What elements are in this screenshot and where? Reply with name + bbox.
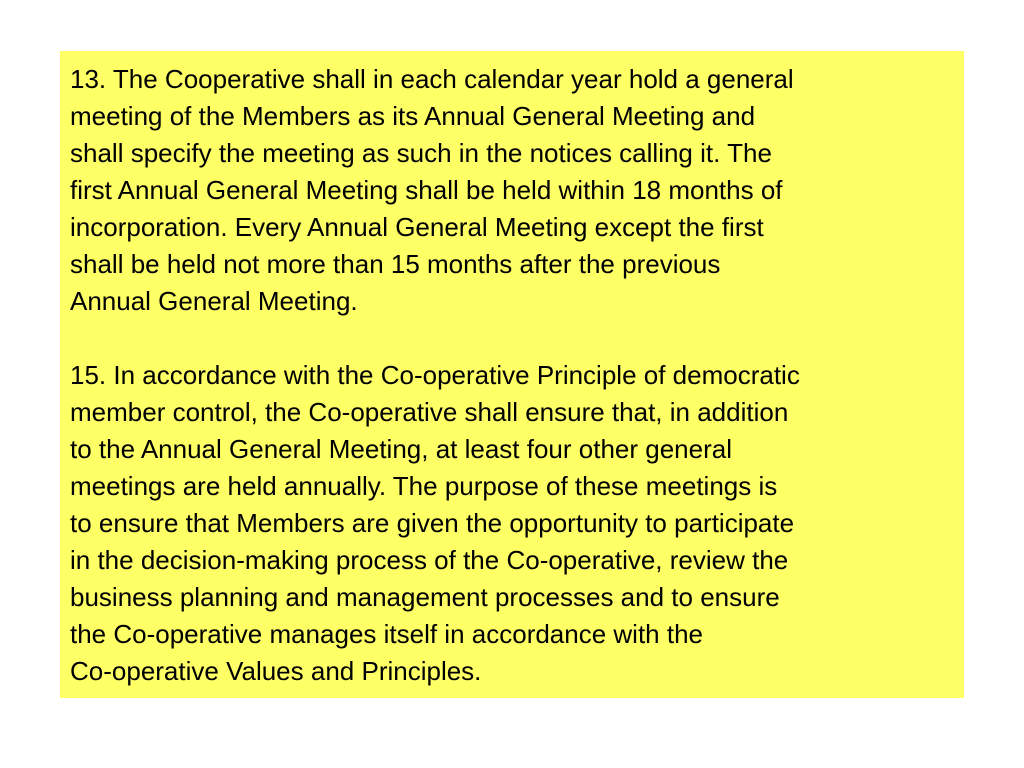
paragraph-line: to the Annual General Meeting, at least four other general [70,434,732,464]
paragraph-line: Annual General Meeting. [70,286,358,316]
paragraph-line: meetings are held annually. The purpose of these meetings is [70,471,778,501]
paragraph-line: first Annual General Meeting shall be held within 18 months of [70,175,783,205]
paragraph-line: shall specify the meeting as such in the notices calling it. The [70,138,772,168]
paragraph-line: shall be held not more than 15 months after the previous [70,249,721,279]
paragraph-line: 13. The Cooperative shall in each calendar year hold a general [70,64,794,94]
paragraph-spacer [70,320,964,357]
paragraph-line: meeting of the Members as its Annual General Meeting and [70,101,756,131]
paragraph-line: Co-operative Values and Principles. [70,656,482,686]
text-box [60,51,964,698]
paragraph-line: the Co-operative manages itself in accordance with the [70,619,704,649]
paragraph-line: member control, the Co-operative shall ensure that, in addition [70,397,789,427]
paragraph-line: incorporation. Every Annual General Meeting except the first [70,212,764,242]
paragraph-line: in the decision-making process of the Co-operative, review the [70,545,789,575]
paragraph-line: business planning and management processes and to ensure [70,582,780,612]
paragraph-line: to ensure that Members are given the opportunity to participate [70,508,795,538]
paragraph-13 [70,61,964,320]
paragraph-line: 15. In accordance with the Co-operative Principle of democratic [70,360,800,390]
paragraph-15 [70,357,964,690]
